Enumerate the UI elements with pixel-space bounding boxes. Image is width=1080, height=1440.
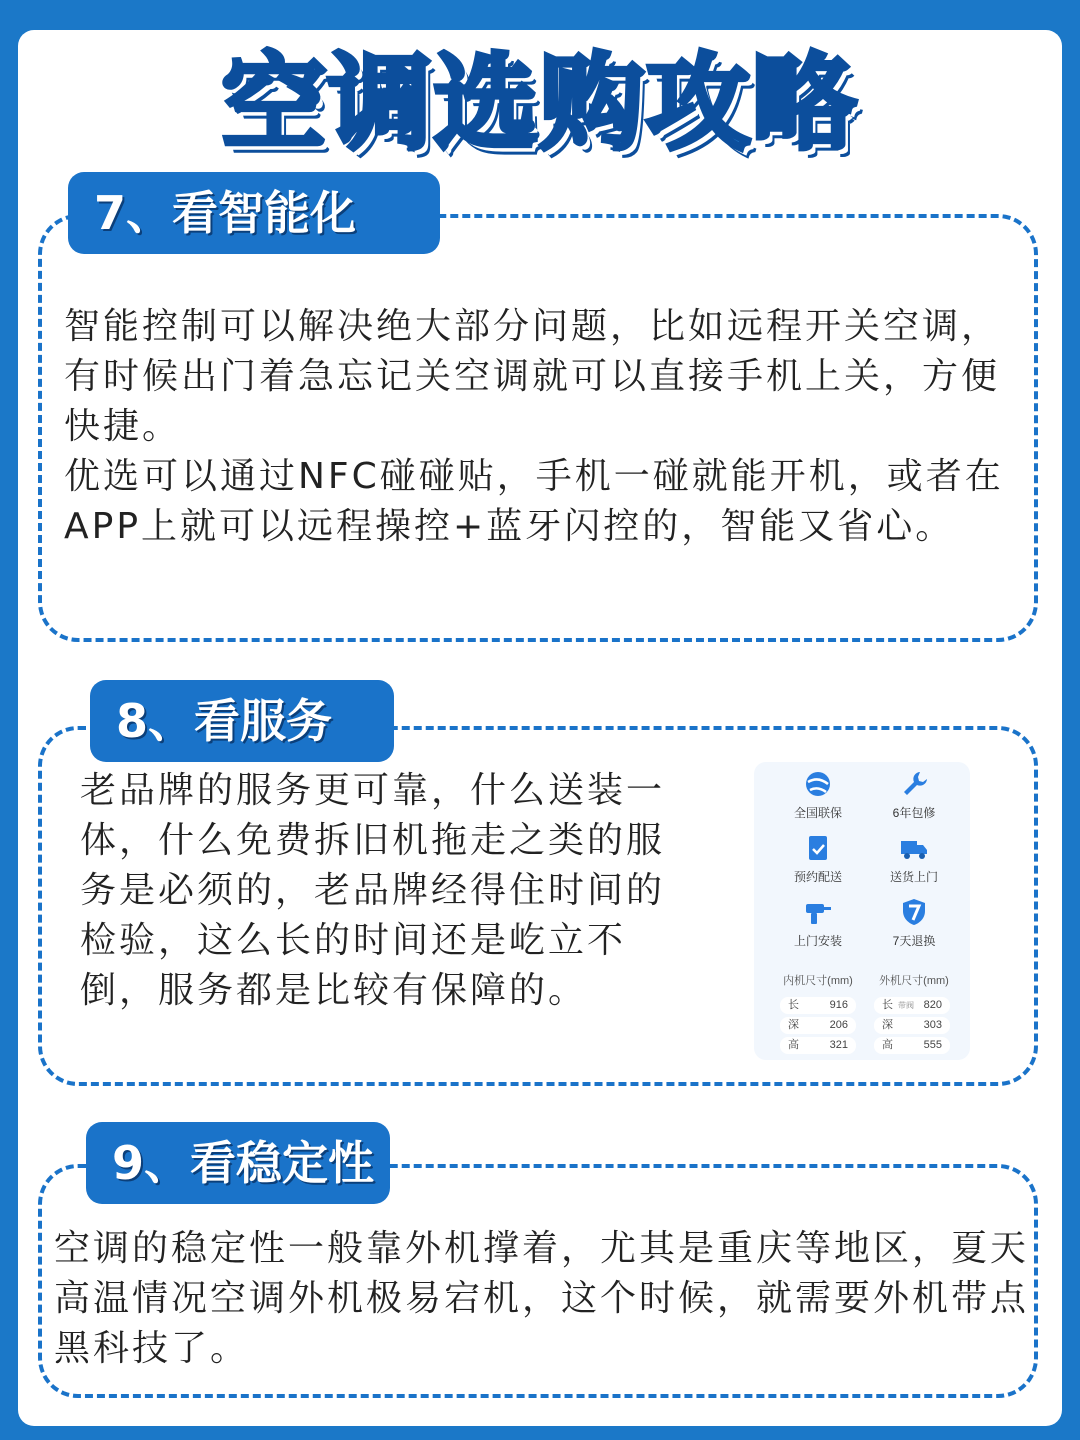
- wrench-icon: [898, 768, 930, 800]
- page-title: 空调选购攻略: [221, 42, 858, 164]
- section-service-paragraph: 老品牌的服务更可靠，什么送装一体，什么免费拆旧机拖走之类的服务是必须的，老品牌经得住时间的检验，这么长的时间还是屹立不倒，服务都是比较有保障的。: [80, 770, 666, 1011]
- drill-icon: [802, 896, 834, 928]
- service-card: [754, 762, 970, 1060]
- clipboard-check-icon: [802, 832, 834, 864]
- indoor-length: 长 916: [780, 997, 856, 1014]
- section-smart-paragraph-1: 智能控制可以解决绝大部分问题，比如远程开关空调，有时候出门着急忘记关空调就可以直接手机上关，方便快捷。: [64, 306, 1001, 447]
- outdoor-size-header: 外机尺寸(mm): [879, 975, 949, 987]
- section-smart-paragraph-2: 优选可以通过NFC碰碰贴，手机一碰就能开机，或者在APP上就可以远程操控+蓝牙闪控的，智能又省心。: [64, 456, 1004, 547]
- outdoor-depth: 深 303: [874, 1017, 950, 1034]
- service-item-install: 上门安装: [768, 896, 868, 949]
- service-item-return: 7天退换: [864, 896, 964, 949]
- delivery-truck-icon: [898, 832, 930, 864]
- indoor-size-header: 内机尺寸(mm): [783, 975, 853, 987]
- service-item-repair: 6年包修: [864, 768, 964, 821]
- indoor-depth: 深 206: [780, 1017, 856, 1034]
- service-item-booking: 预约配送: [768, 832, 868, 885]
- shield-seven-icon: [898, 896, 930, 928]
- section-stability-paragraph: 空调的稳定性一般靠外机撑着，尤其是重庆等地区，夏天高温情况空调外机极易宕机，这个时候，就需要外机带点黑科技了。: [54, 1228, 1030, 1369]
- service-item-warranty: 全国联保: [768, 768, 868, 821]
- indoor-height: 高 321: [780, 1037, 856, 1054]
- section-stability-heading: 9、看稳定性: [86, 1122, 390, 1204]
- outdoor-length: 长 带阀 820: [874, 997, 950, 1014]
- service-item-delivery: 送货上门: [864, 832, 964, 885]
- outdoor-height: 高 555: [874, 1037, 950, 1054]
- section-smart-heading: 7、看智能化: [68, 172, 440, 254]
- globe-icon: [802, 768, 834, 800]
- section-service-heading: 8、看服务: [90, 680, 394, 762]
